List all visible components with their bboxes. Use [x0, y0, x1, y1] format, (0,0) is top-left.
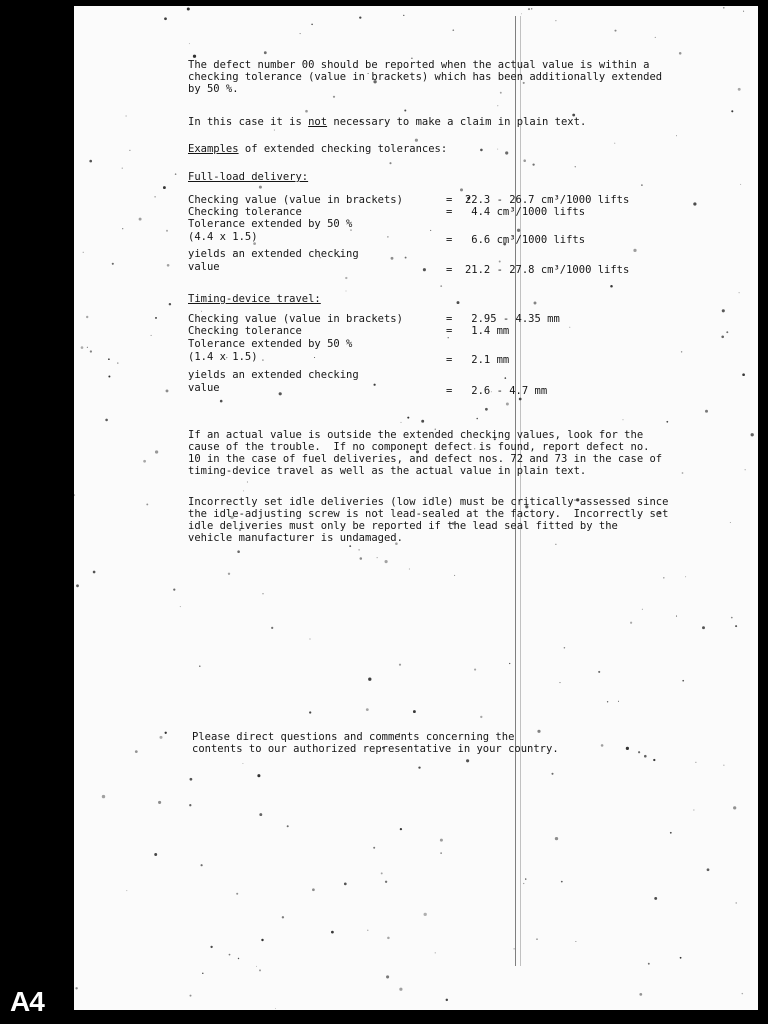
scan-speck: [108, 375, 110, 377]
document-page: [74, 6, 758, 1010]
scan-speck: [247, 481, 248, 482]
scan-speck: [726, 331, 728, 333]
scan-speck: [742, 993, 743, 994]
scan-speck: [166, 230, 168, 232]
scan-speck: [702, 626, 705, 629]
timing-row-label: value: [188, 382, 220, 394]
scan-speck: [257, 774, 260, 777]
scan-speck: [87, 347, 88, 348]
para1-line2: checking tolerance (value in brackets) which has been additionally extended: [188, 71, 663, 83]
scan-speck: [731, 617, 733, 619]
scan-speck: [413, 710, 416, 713]
scan-speck: [242, 763, 243, 764]
timing-row-label: yields an extended checking: [188, 369, 359, 381]
scan-speck: [210, 946, 212, 948]
timing-row-label: (1.4 x 1.5): [188, 351, 258, 363]
scan-speck: [618, 701, 619, 702]
scan-speck: [331, 931, 334, 934]
timing-row-label: Checking tolerance: [188, 325, 302, 337]
scan-speck: [146, 503, 148, 505]
scan-speck: [561, 881, 563, 883]
scan-speck: [386, 975, 389, 978]
scan-speck: [685, 576, 686, 577]
scan-speck: [564, 647, 566, 649]
scan-speck: [499, 261, 501, 263]
scan-speck: [105, 419, 108, 422]
full-load-row-label: value: [188, 261, 220, 273]
scan-speck: [454, 575, 455, 576]
scan-speck: [333, 96, 335, 98]
scan-speck: [555, 544, 556, 545]
scan-speck: [83, 252, 84, 253]
scan-speck: [374, 384, 376, 386]
scan-speck: [360, 557, 363, 560]
scan-speck: [560, 682, 561, 683]
scan-speck: [155, 450, 158, 453]
scan-speck: [423, 268, 426, 271]
scan-speck: [399, 988, 402, 991]
scan-speck: [536, 938, 537, 939]
scan-speck: [155, 317, 157, 319]
scan-speck: [409, 568, 410, 569]
scan-speck: [117, 362, 118, 363]
scan-speck: [220, 400, 223, 403]
scan-speck: [446, 999, 448, 1001]
para3-line2: cause of the trouble. If no component defect is found, report defect no.: [188, 441, 650, 453]
scan-speck: [693, 202, 696, 205]
scan-speck: [358, 549, 359, 550]
scan-speck: [676, 616, 677, 617]
scan-speck: [193, 55, 196, 58]
scan-speck: [403, 15, 404, 16]
scan-speck: [309, 638, 310, 639]
scan-speck: [642, 609, 643, 610]
scan-speck: [666, 421, 668, 423]
scan-speck: [528, 8, 530, 10]
contact-line1: Please direct questions and comments concerning the: [192, 731, 515, 743]
scan-speck: [201, 864, 203, 866]
scan-speck: [739, 292, 740, 293]
para4-line1: Incorrectly set idle deliveries (low idle) must be critically assessed since: [188, 496, 669, 508]
scan-speck: [86, 316, 88, 318]
para3-line4: timing-device travel as well as the actual value in plain text.: [188, 465, 587, 477]
scan-speck: [366, 708, 369, 711]
scan-speck: [264, 51, 267, 54]
timing-row-label: Tolerance extended by 50 %: [188, 338, 353, 350]
scan-speck: [125, 115, 126, 116]
scan-speck: [745, 469, 746, 470]
scan-speck: [135, 750, 138, 753]
examples-word: Examples: [188, 143, 239, 155]
scan-speck: [243, 490, 244, 491]
scan-speck: [610, 285, 613, 288]
scan-speck: [537, 730, 540, 733]
scan-speck: [236, 893, 238, 895]
scan-speck: [607, 701, 608, 702]
scan-speck: [707, 868, 710, 871]
scan-speck: [738, 88, 741, 91]
scan-speck: [187, 8, 190, 11]
page-size-badge: A4: [10, 986, 44, 1017]
scan-speck: [663, 577, 665, 579]
scan-speck: [722, 309, 725, 312]
scan-speck: [76, 584, 79, 587]
scan-speck: [418, 766, 420, 768]
scan-speck: [534, 302, 537, 305]
scan-speck: [415, 139, 418, 142]
para4-line3: idle deliveries must only be reported if the lead seal fitted by the: [188, 520, 618, 532]
full-load-row-label: Checking value (value in brackets): [188, 194, 403, 206]
scan-speck: [682, 472, 684, 474]
para3-line3: 10 in the case of fuel deliveries, and defect nos. 72 and 73 in the case of: [188, 453, 663, 465]
scan-speck: [435, 952, 436, 953]
scan-speck: [693, 810, 694, 811]
para3-line1: If an actual value is outside the extended checking values, look for the: [188, 429, 644, 441]
scan-speck: [575, 166, 576, 167]
full-load-row-label: (4.4 x 1.5): [188, 231, 258, 243]
scan-speck: [569, 327, 570, 328]
scan-speck: [256, 966, 257, 967]
scan-speck: [430, 230, 431, 231]
full-load-heading: Full-load delivery:: [188, 171, 309, 183]
scan-speck: [497, 149, 498, 150]
scan-speck: [368, 678, 371, 681]
scan-speck: [274, 130, 275, 131]
scan-speck: [405, 257, 407, 259]
scan-speck: [575, 941, 576, 942]
scan-speck: [282, 916, 284, 918]
scan-speck: [312, 888, 315, 891]
scan-speck: [259, 969, 261, 971]
scan-speck: [555, 20, 556, 21]
scan-speck: [424, 913, 427, 916]
scan-speck: [497, 105, 498, 106]
scan-speck: [237, 550, 240, 553]
scan-speck: [730, 522, 731, 523]
scan-speck: [129, 150, 130, 151]
scan-speck: [400, 828, 402, 830]
timing-heading: Timing-device travel:: [188, 293, 321, 305]
scan-speck: [736, 902, 737, 903]
scan-speck: [75, 987, 77, 989]
scan-speck: [676, 135, 677, 136]
scan-speck: [751, 433, 754, 436]
timing-row-value: = 2.95 - 4.35 mm: [446, 313, 560, 325]
scan-speck: [202, 973, 203, 974]
scan-speck: [476, 418, 478, 420]
scan-speck: [201, 311, 202, 312]
scan-speck: [189, 804, 191, 806]
scan-speck: [555, 837, 558, 840]
para2-suffix: necessary to make a claim in plain text.: [327, 116, 587, 128]
para4-line2: the idle-adjusting screw is not lead-sealed at the factory. Incorrectly set: [188, 508, 669, 520]
scan-speck: [679, 52, 682, 55]
scan-speck: [622, 419, 623, 420]
scan-speck: [404, 109, 406, 111]
scan-speck: [154, 196, 156, 198]
para4-line4: vehicle manufacturer is undamaged.: [188, 532, 403, 544]
scan-speck: [614, 30, 616, 32]
scan-speck: [74, 494, 75, 496]
scan-speck: [733, 806, 736, 809]
scan-speck: [367, 930, 368, 931]
scan-speck: [169, 303, 171, 305]
scan-speck: [81, 346, 84, 349]
scan-speck: [500, 92, 502, 94]
timing-row-label: Checking value (value in brackets): [188, 313, 403, 325]
scan-speck: [158, 801, 161, 804]
scan-speck: [259, 186, 262, 189]
scan-speck: [314, 357, 315, 358]
scan-speck: [305, 110, 308, 113]
scan-speck: [601, 744, 604, 747]
scan-speck: [173, 589, 175, 591]
full-load-row-value: = 6.6 cm³/1000 lifts: [446, 234, 586, 246]
scan-speck: [345, 277, 347, 279]
scan-speck: [385, 881, 387, 883]
para2-emphasis: not: [308, 116, 328, 128]
scan-speck: [517, 229, 520, 232]
scan-speck: [735, 625, 737, 627]
examples-rest: of extended checking tolerances:: [238, 143, 448, 155]
scan-speck: [90, 350, 92, 352]
scan-speck: [641, 184, 643, 186]
scan-speck: [271, 627, 273, 629]
scan-speck: [300, 33, 301, 34]
timing-row-value: = 1.4 mm: [446, 325, 510, 337]
scan-speck: [440, 852, 441, 853]
scan-speck: [521, 13, 522, 14]
para1-line3: by 50 %.: [188, 83, 239, 95]
scan-speck: [287, 825, 289, 827]
scan-speck: [262, 593, 263, 594]
scan-speck: [723, 7, 725, 9]
scan-speck: [531, 8, 532, 9]
scan-speck: [143, 460, 146, 463]
scan-speck: [401, 422, 402, 423]
scan-speck: [311, 24, 312, 25]
scan-speck: [175, 173, 177, 175]
scan-speck: [731, 110, 733, 112]
scan-speck: [154, 853, 157, 856]
full-load-row-value: = 4.4 cm³/1000 lifts: [446, 206, 586, 218]
timing-row-value: = 2.1 mm: [446, 354, 510, 366]
scan-speck: [480, 149, 483, 152]
scan-speck: [164, 17, 167, 20]
scan-speck: [460, 188, 463, 191]
scan-speck: [485, 408, 488, 411]
scan-speck: [189, 43, 190, 44]
timing-row-value: = 2.6 - 4.7 mm: [446, 385, 548, 397]
scan-speck: [229, 954, 231, 956]
scan-speck: [387, 236, 388, 237]
scan-speck: [519, 398, 522, 401]
scan-speck: [259, 813, 262, 816]
para1-line1: The defect number 00 should be reported when the actual value is within a: [188, 59, 650, 71]
scan-speck: [359, 16, 361, 18]
scan-speck: [551, 773, 553, 775]
scan-speck: [139, 218, 142, 221]
scan-speck: [122, 168, 123, 169]
scan-speck: [740, 184, 741, 185]
scan-speck: [457, 301, 460, 304]
full-load-row-label: Tolerance extended by 50 %: [188, 218, 353, 230]
scan-speck: [391, 257, 394, 260]
scan-speck: [648, 963, 650, 965]
full-load-row-label: Checking tolerance: [188, 206, 302, 218]
scan-speck: [167, 264, 170, 267]
scan-speck: [723, 765, 724, 766]
scan-speck: [112, 263, 114, 265]
scan-speck: [525, 878, 526, 879]
scan-speck: [166, 389, 169, 392]
scan-speck: [505, 377, 507, 379]
scan-speck: [199, 666, 200, 667]
scan-speck: [261, 939, 263, 941]
scan-speck: [381, 872, 383, 874]
scan-speck: [681, 351, 682, 352]
scan-speck: [680, 957, 682, 959]
contact-line2: contents to our authorized representative in your country.: [192, 743, 559, 755]
scan-speck: [309, 711, 311, 713]
scan-speck: [421, 420, 424, 423]
scan-speck: [373, 847, 375, 849]
scan-speck: [653, 759, 655, 761]
scan-speck: [670, 832, 672, 834]
scan-speck: [108, 358, 110, 360]
scan-speck: [639, 993, 642, 996]
scan-speck: [614, 143, 615, 144]
scan-speck: [682, 680, 684, 682]
scan-speck: [151, 335, 152, 336]
scan-speck: [102, 795, 105, 798]
scan-speck: [655, 37, 656, 38]
scan-speck: [523, 883, 524, 884]
scan-speck: [630, 622, 632, 624]
scan-speck: [190, 778, 193, 781]
scan-speck: [474, 669, 476, 671]
scan-speck: [275, 1008, 276, 1009]
scan-speck: [163, 186, 166, 189]
full-load-row-value: = 22.3 - 26.7 cm³/1000 lifts: [446, 194, 630, 206]
scan-speck: [349, 545, 351, 547]
scan-speck: [165, 732, 167, 734]
scan-speck: [654, 897, 657, 900]
scan-speck: [238, 958, 239, 959]
scan-speck: [644, 755, 647, 758]
scan-speck: [466, 759, 469, 762]
scan-speck: [389, 162, 391, 164]
examples-heading: [188, 144, 447, 156]
scan-speck: [279, 392, 282, 395]
scan-speck: [480, 716, 482, 718]
scan-speck: [228, 573, 230, 575]
full-load-row-value: = 21.2 - 27.8 cm³/1000 lifts: [446, 264, 630, 276]
scan-speck: [705, 410, 708, 413]
scan-speck: [346, 291, 347, 292]
scan-speck: [505, 151, 508, 154]
scan-speck: [159, 736, 162, 739]
full-load-row-label: yields an extended checking: [188, 248, 359, 260]
scan-speck: [387, 937, 390, 940]
scan-speck: [262, 359, 264, 361]
scan-speck: [721, 335, 724, 338]
scan-speck: [126, 890, 127, 891]
scan-speck: [190, 995, 192, 997]
scan-speck: [633, 249, 636, 252]
scan-speck: [743, 11, 744, 12]
para2-prefix: In this case it is: [188, 116, 309, 128]
scan-speck: [523, 159, 526, 162]
scan-speck: [440, 285, 442, 287]
scan-speck: [532, 163, 534, 165]
scan-speck: [399, 664, 401, 666]
scan-speck: [440, 839, 443, 842]
scan-speck: [695, 762, 696, 763]
scan-speck: [598, 671, 600, 673]
scan-speck: [89, 160, 92, 163]
scan-speck: [122, 228, 123, 229]
scan-speck: [742, 373, 745, 376]
scan-speck: [377, 557, 378, 558]
scan-speck: [638, 751, 640, 753]
para2-text: [188, 117, 586, 129]
scan-speck: [626, 747, 629, 750]
scan-speck: [452, 29, 454, 31]
scan-speck: [407, 417, 409, 419]
scan-speck: [506, 403, 509, 406]
scan-speck: [514, 948, 515, 949]
scan-speck: [344, 883, 347, 886]
scan-speck: [93, 571, 96, 574]
scan-speck: [180, 606, 181, 607]
scan-speck: [385, 560, 388, 563]
scan-speck: [509, 663, 510, 664]
